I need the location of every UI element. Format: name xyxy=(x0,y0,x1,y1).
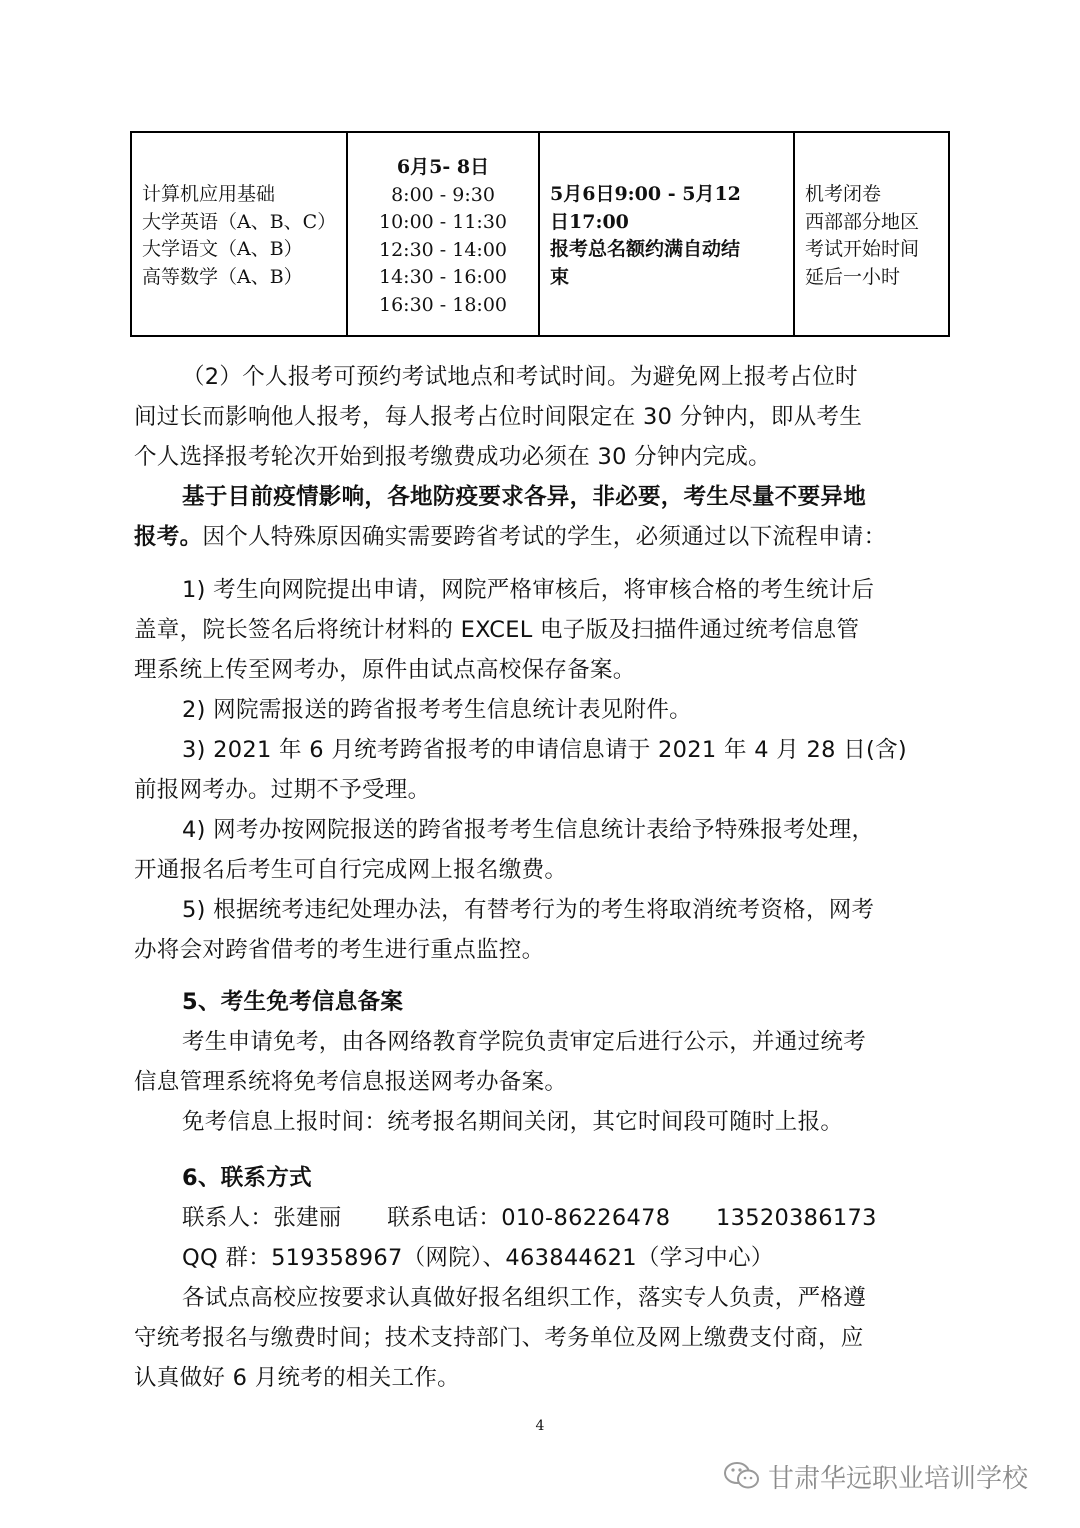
subject-line: 高等数学（A、B） xyxy=(142,265,303,288)
text-line: 理系统上传至网考办，原件由试点高校保存备案。 xyxy=(134,657,636,683)
subject-line: 大学语文（A、B） xyxy=(142,238,303,260)
text-line: 开通报名后考生可自行完成网上报名缴费。 xyxy=(134,857,568,883)
list-item-3 xyxy=(134,730,949,810)
remark-line: 机考闭卷 xyxy=(805,183,882,205)
text-line: 各试点高校应按要求认真做好报名组织工作，落实专人负责，严格遵 xyxy=(182,1285,867,1311)
exam-slot: 10:00 - 11:30 xyxy=(378,211,507,233)
exam-slot: 8:00 - 9:30 xyxy=(391,183,495,206)
wechat-icon xyxy=(722,1459,762,1493)
text-line: 间过长而影响他人报考，每人报考占位时间限定在 30 分钟内，即从考生 xyxy=(134,404,863,430)
subject-line: 计算机应用基础 xyxy=(142,183,276,205)
section-heading: 6、联系方式 xyxy=(182,1165,312,1191)
paragraph-personal-booking xyxy=(134,357,949,477)
text-line: 认真做好 6 月统考的相关工作。 xyxy=(134,1365,460,1391)
registration-line: 报考总名额约满自动结 xyxy=(550,238,741,260)
text-line: 前报网考办。过期不予受理。 xyxy=(134,777,431,803)
registration-line: 5月6日9:00 - 5月12 xyxy=(550,183,741,205)
remarks-cell xyxy=(795,133,948,335)
text-line: 3) 2021 年 6 月统考跨省报考的申请信息请于 2021 年 4 月 28 日(含) xyxy=(182,737,907,763)
remark-line: 考试开始时间 xyxy=(805,238,920,260)
list-item-1 xyxy=(134,570,949,690)
qq-line: QQ 群：519358967（网院）、463844621（学习中心） xyxy=(182,1245,774,1271)
text-line: 守统考报名与缴费时间；技术支持部门、考务单位及网上缴费支付商，应 xyxy=(134,1325,864,1351)
subjects-cell xyxy=(132,133,348,335)
text-line: 盖章，院长签名后将统计材料的 EXCEL 电子版及扫描件通过统考信息管 xyxy=(134,617,860,643)
registration-line: 日17:00 xyxy=(550,210,629,233)
exam-time-cell xyxy=(348,133,540,335)
remark-line: 西部部分地区 xyxy=(805,210,920,233)
text-line: 考生申请免考，由各网络教育学院负责审定后进行公示，并通过统考 xyxy=(182,1029,867,1055)
text-line: 办将会对跨省借考的考生进行重点监控。 xyxy=(134,937,545,963)
notice-text: 因个人特殊原因确实需要跨省考试的学生，必须通过以下流程申请： xyxy=(202,524,887,550)
section-5 xyxy=(134,982,949,1142)
list-item-4 xyxy=(134,810,949,890)
exam-schedule-table xyxy=(130,131,950,337)
notice-bold-text: 报考。 xyxy=(134,524,203,550)
text-line: 5) 根据统考违纪处理办法，有替考行为的考生将取消统考资格，网考 xyxy=(182,897,875,923)
list-item-2 xyxy=(134,690,949,730)
remark-line: 延后一小时 xyxy=(805,265,901,288)
notice-bold-line: 基于目前疫情影响，各地防疫要求各异，非必要，考生尽量不要异地 xyxy=(182,484,867,510)
subject-line: 大学英语（A、B、C） xyxy=(142,210,337,233)
text-line: 2) 网院需报送的跨省报考考生信息统计表见附件。 xyxy=(182,697,692,723)
watermark-text: 甘肃华远职业培训学校 xyxy=(768,1463,1029,1494)
list-item-5 xyxy=(134,890,949,970)
section-heading: 5、考生免考信息备案 xyxy=(182,989,404,1015)
exam-date: 6月5- 8日 xyxy=(396,156,490,178)
text-line: 个人选择报考轮次开始到报考缴费成功必须在 30 分钟内完成。 xyxy=(134,444,771,470)
text-line: 4) 网考办按网院报送的跨省报考考生信息统计表给予特殊报考处理， xyxy=(182,817,875,843)
section-6 xyxy=(134,1158,949,1398)
registration-period-cell xyxy=(540,133,795,335)
page-number: 4 xyxy=(535,1418,545,1434)
wechat-watermark xyxy=(722,1456,1028,1496)
exam-slot: 12:30 - 14:00 xyxy=(378,238,507,261)
registration-line: 束 xyxy=(550,265,570,288)
text-line: （2）个人报考可预约考试地点和考试时间。为避免网上报考占位时 xyxy=(182,364,858,390)
paragraph-notice xyxy=(134,477,949,557)
text-line: 信息管理系统将免考信息报送网考办备案。 xyxy=(134,1069,568,1095)
exam-slot: 14:30 - 16:00 xyxy=(378,266,507,288)
text-line: 免考信息上报时间：统考报名期间关闭，其它时间段可随时上报。 xyxy=(182,1109,844,1135)
exam-slot: 16:30 - 18:00 xyxy=(378,293,507,316)
contact-line: 联系人：张建丽 联系电话：010-86226478 13520386173 xyxy=(182,1205,877,1231)
text-line: 1) 考生向网院提出申请，网院严格审核后，将审核合格的考生统计后 xyxy=(182,577,875,603)
